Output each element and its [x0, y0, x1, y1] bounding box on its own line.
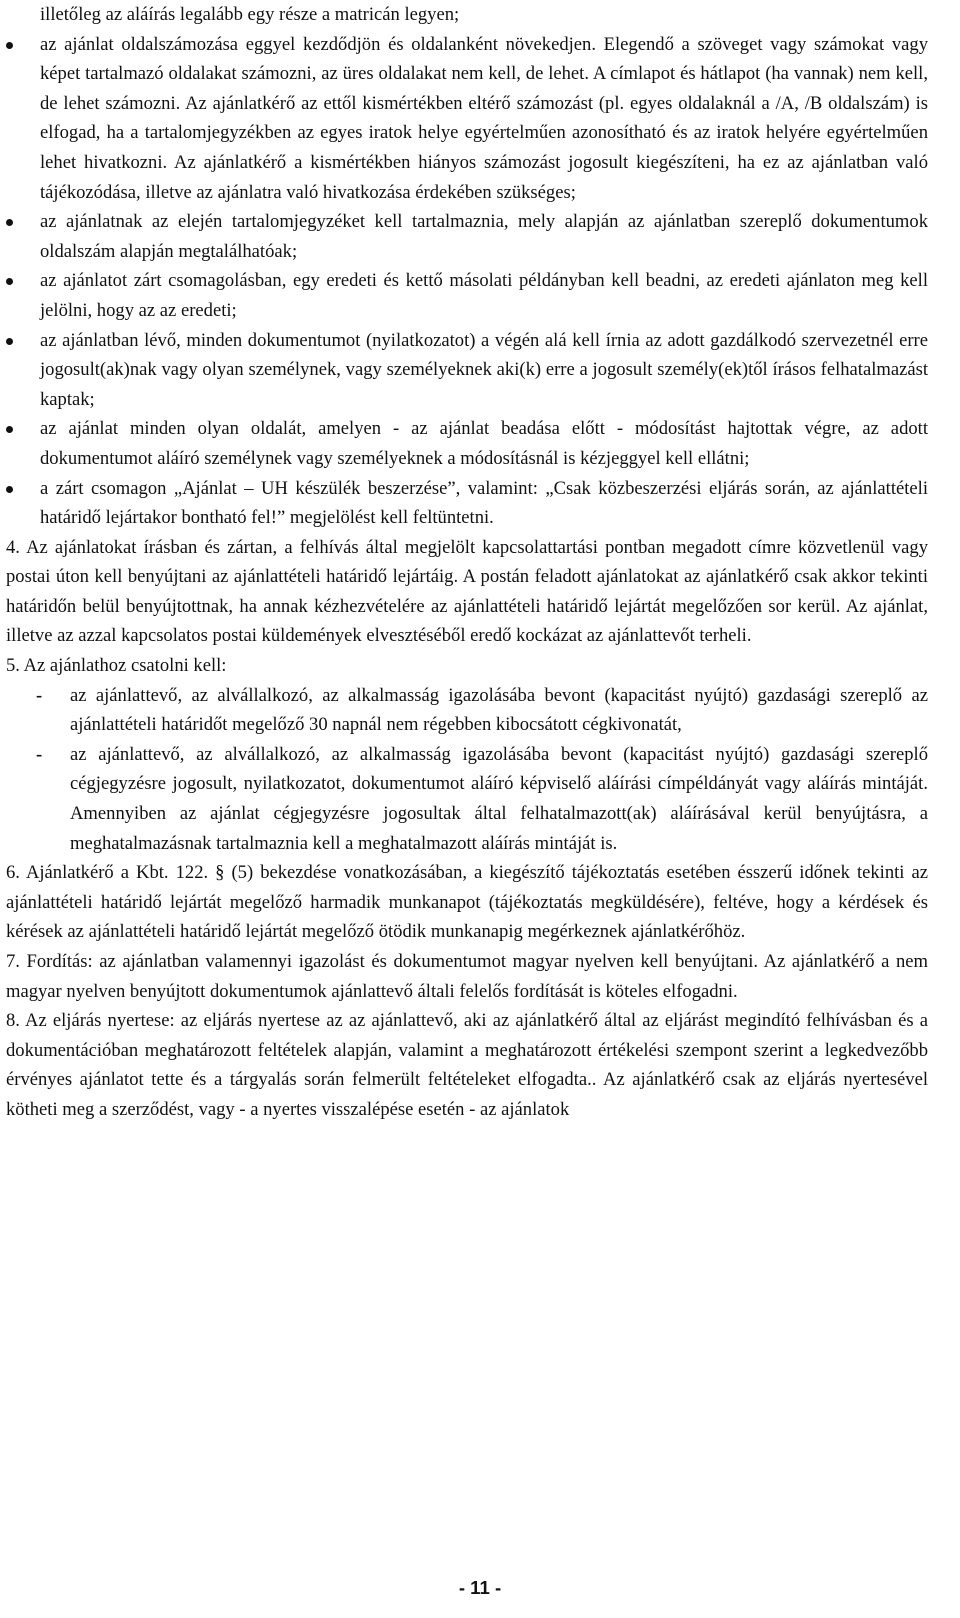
paragraph-6: 6. Ajánlatkérő a Kbt. 122. § (5) bekezdése vonatkozásában, a kiegészítő tájékoztatás esetében ésszerű időnek tekinti az ajánlattételi határidő lejártát megelőző harmadik munkanapot (tájékoztatás megküldésére), feltéve, hogy a kérdések és kérések az ajánlattételi határidő lejártát megelőző ötödik munkanapig megérkeznek ajánlatkérőhöz.	[6, 862, 928, 943]
bullet-text: a zárt csomagon „Ajánlat – UH készülék beszerzése”, valamint: „Csak közbeszerzési eljárás során, az ajánlattételi határidő lejártakor bontható fel!” megjelölést kell feltüntetni.	[40, 477, 928, 529]
dash-marker: -	[36, 743, 43, 765]
bullet-text: az ajánlatot zárt csomagolásban, egy eredeti és kettő másolati példányban kell beadni, az eredeti ajánlaton meg kell jelölni, hogy az az eredeti;	[40, 270, 928, 321]
dash-item-text: az ajánlattevő, az alvállalkozó, az alkalmasság igazolásába bevont (kapacitást nyújtó) gazdasági szereplő az ajánlattételi határidőt megelőző 30 napnál nem régebben kibocsátott cégkivonatát,	[70, 684, 928, 736]
page-number: - 11 -	[458, 1577, 502, 1598]
paragraph-5-intro: 5. Az ajánlathoz csatolni kell:	[6, 655, 227, 677]
paragraph-7: 7. Fordítás: az ajánlatban valamennyi igazolást és dokumentumot magyar nyelven kell benyújtani. Az ajánlatkérő a nem magyar nyelven benyújtott dokumentumok ajánlattevő általi felelős fordítását is köteles elfogadni.	[6, 951, 928, 1002]
bullet-text: az ajánlatnak az elején tartalomjegyzéket kell tartalmaznia, mely alapján az ajánlatban szereplő dokumentumok oldalszám alapján megtalálhatóak;	[40, 211, 928, 262]
bullet-text: az ajánlatban lévő, minden dokumentumot (nyilatkozatot) a végén alá kell írnia az adott gazdálkodó szervezetnél erre jogosult(ak)nak vagy olyan személynek, vagy személyeknek aki(k) erre a jogosult személy(ek)től írásos felhatalmazást kaptak;	[40, 329, 928, 410]
paragraph-4: 4. Az ajánlatokat írásban és zártan, a felhívás által megjelölt kapcsolattartási pontban megadott címre közvetlenül vagy postai úton kell benyújtani az ajánlattételi határidő lejártáig. A postán feladott ajánlatokat az ajánlatkérő csak akkor tekinti határidőn belül benyújtottnak, ha annak kézhezvételére az ajánlattételi határidő lejártát megelőzően sor kerül. Az ajánlat, illetve az azzal kapcsolatos postai küldemények elvesztéséből eredő kockázat az ajánlattevőt terheli.	[6, 536, 928, 647]
bullet-icon	[6, 278, 13, 285]
paragraph-8: 8. Az eljárás nyertese: az eljárás nyertese az az ajánlattevő, aki az ajánlatkérő által az eljárást megindító felhívásban és a dokumentációban meghatározott feltételek alapján, valamint a meghatározott értékelési szempont szerint a legkedvezőbb érvényes ajánlatot tette és a tárgyalás során felmerült feltételeket elfogadta.. Az ajánlatkérő csak az eljárás nyertesével kötheti meg a szerződést, vagy - a nyertes visszalépése esetén - az ajánlatok	[6, 1010, 928, 1120]
bullet-item	[6, 266, 928, 325]
continued-line: illetőleg az aláírás legalább egy része a matricán legyen;	[40, 4, 460, 25]
bullet-icon	[6, 426, 13, 433]
document-page	[6, 0, 928, 1125]
bullet-icon	[6, 219, 13, 226]
bullet-item	[6, 30, 928, 208]
dash-list-item	[6, 740, 928, 858]
bullet-item	[6, 326, 928, 415]
bullet-item	[6, 474, 928, 533]
dash-list-item	[6, 681, 928, 740]
bullet-text: az ajánlat minden olyan oldalát, amelyen - az ajánlat beadása előtt - módosítást hajtottak végre, az adott dokumentumot aláíró személynek vagy személyeknek a módosításnál is kézjeggyel kell ellátni;	[40, 418, 928, 469]
dash-marker: -	[36, 684, 43, 706]
bullet-item	[6, 414, 928, 473]
bullet-icon	[6, 338, 13, 345]
bullet-icon	[6, 42, 13, 49]
dash-item-text: az ajánlattevő, az alvállalkozó, az alkalmasság igazolásába bevont (kapacitást nyújtó) gazdasági szereplő cégjegyzésre jogosult, nyilatkozatot, dokumentumot aláíró képviselő aláírási címpéldányát vagy aláírás mintáját. Amennyiben az ajánlat cégjegyzésre jogosultak által felhatalmazott(ak) aláírásával kerül benyújtásra, a meghatalmazásnak tartalmaznia kell a meghatalmazott aláírás mintáját is.	[70, 743, 928, 854]
bullet-text: az ajánlat oldalszámozása eggyel kezdődjön és oldalanként növekedjen. Elegendő a szöveget vagy számokat vagy képet tartalmazó oldalakat számozni, az üres oldalakat nem kell, de lehet. A címlapot és hátlapot (ha vannak) nem kell, de lehet számozni. Az ajánlatkérő az ettől kismértékben eltérő számozást (pl. egyes oldalaknál a /A, /B oldalszám) is elfogad, ha a tartalomjegyzékben az egyes iratok helye egyértelműen azonosítható és az iratok helyére egyértelműen lehet hivatkozni. Az ajánlatkérő a kismértékben hiányos számozást jogosult kiegészíteni, ha ez az ajánlatban való tájékozódása, illetve az ajánlatra való hivatkozása érdekében szükséges;	[40, 33, 928, 203]
bullet-item	[6, 207, 928, 266]
bullet-icon	[6, 486, 13, 493]
